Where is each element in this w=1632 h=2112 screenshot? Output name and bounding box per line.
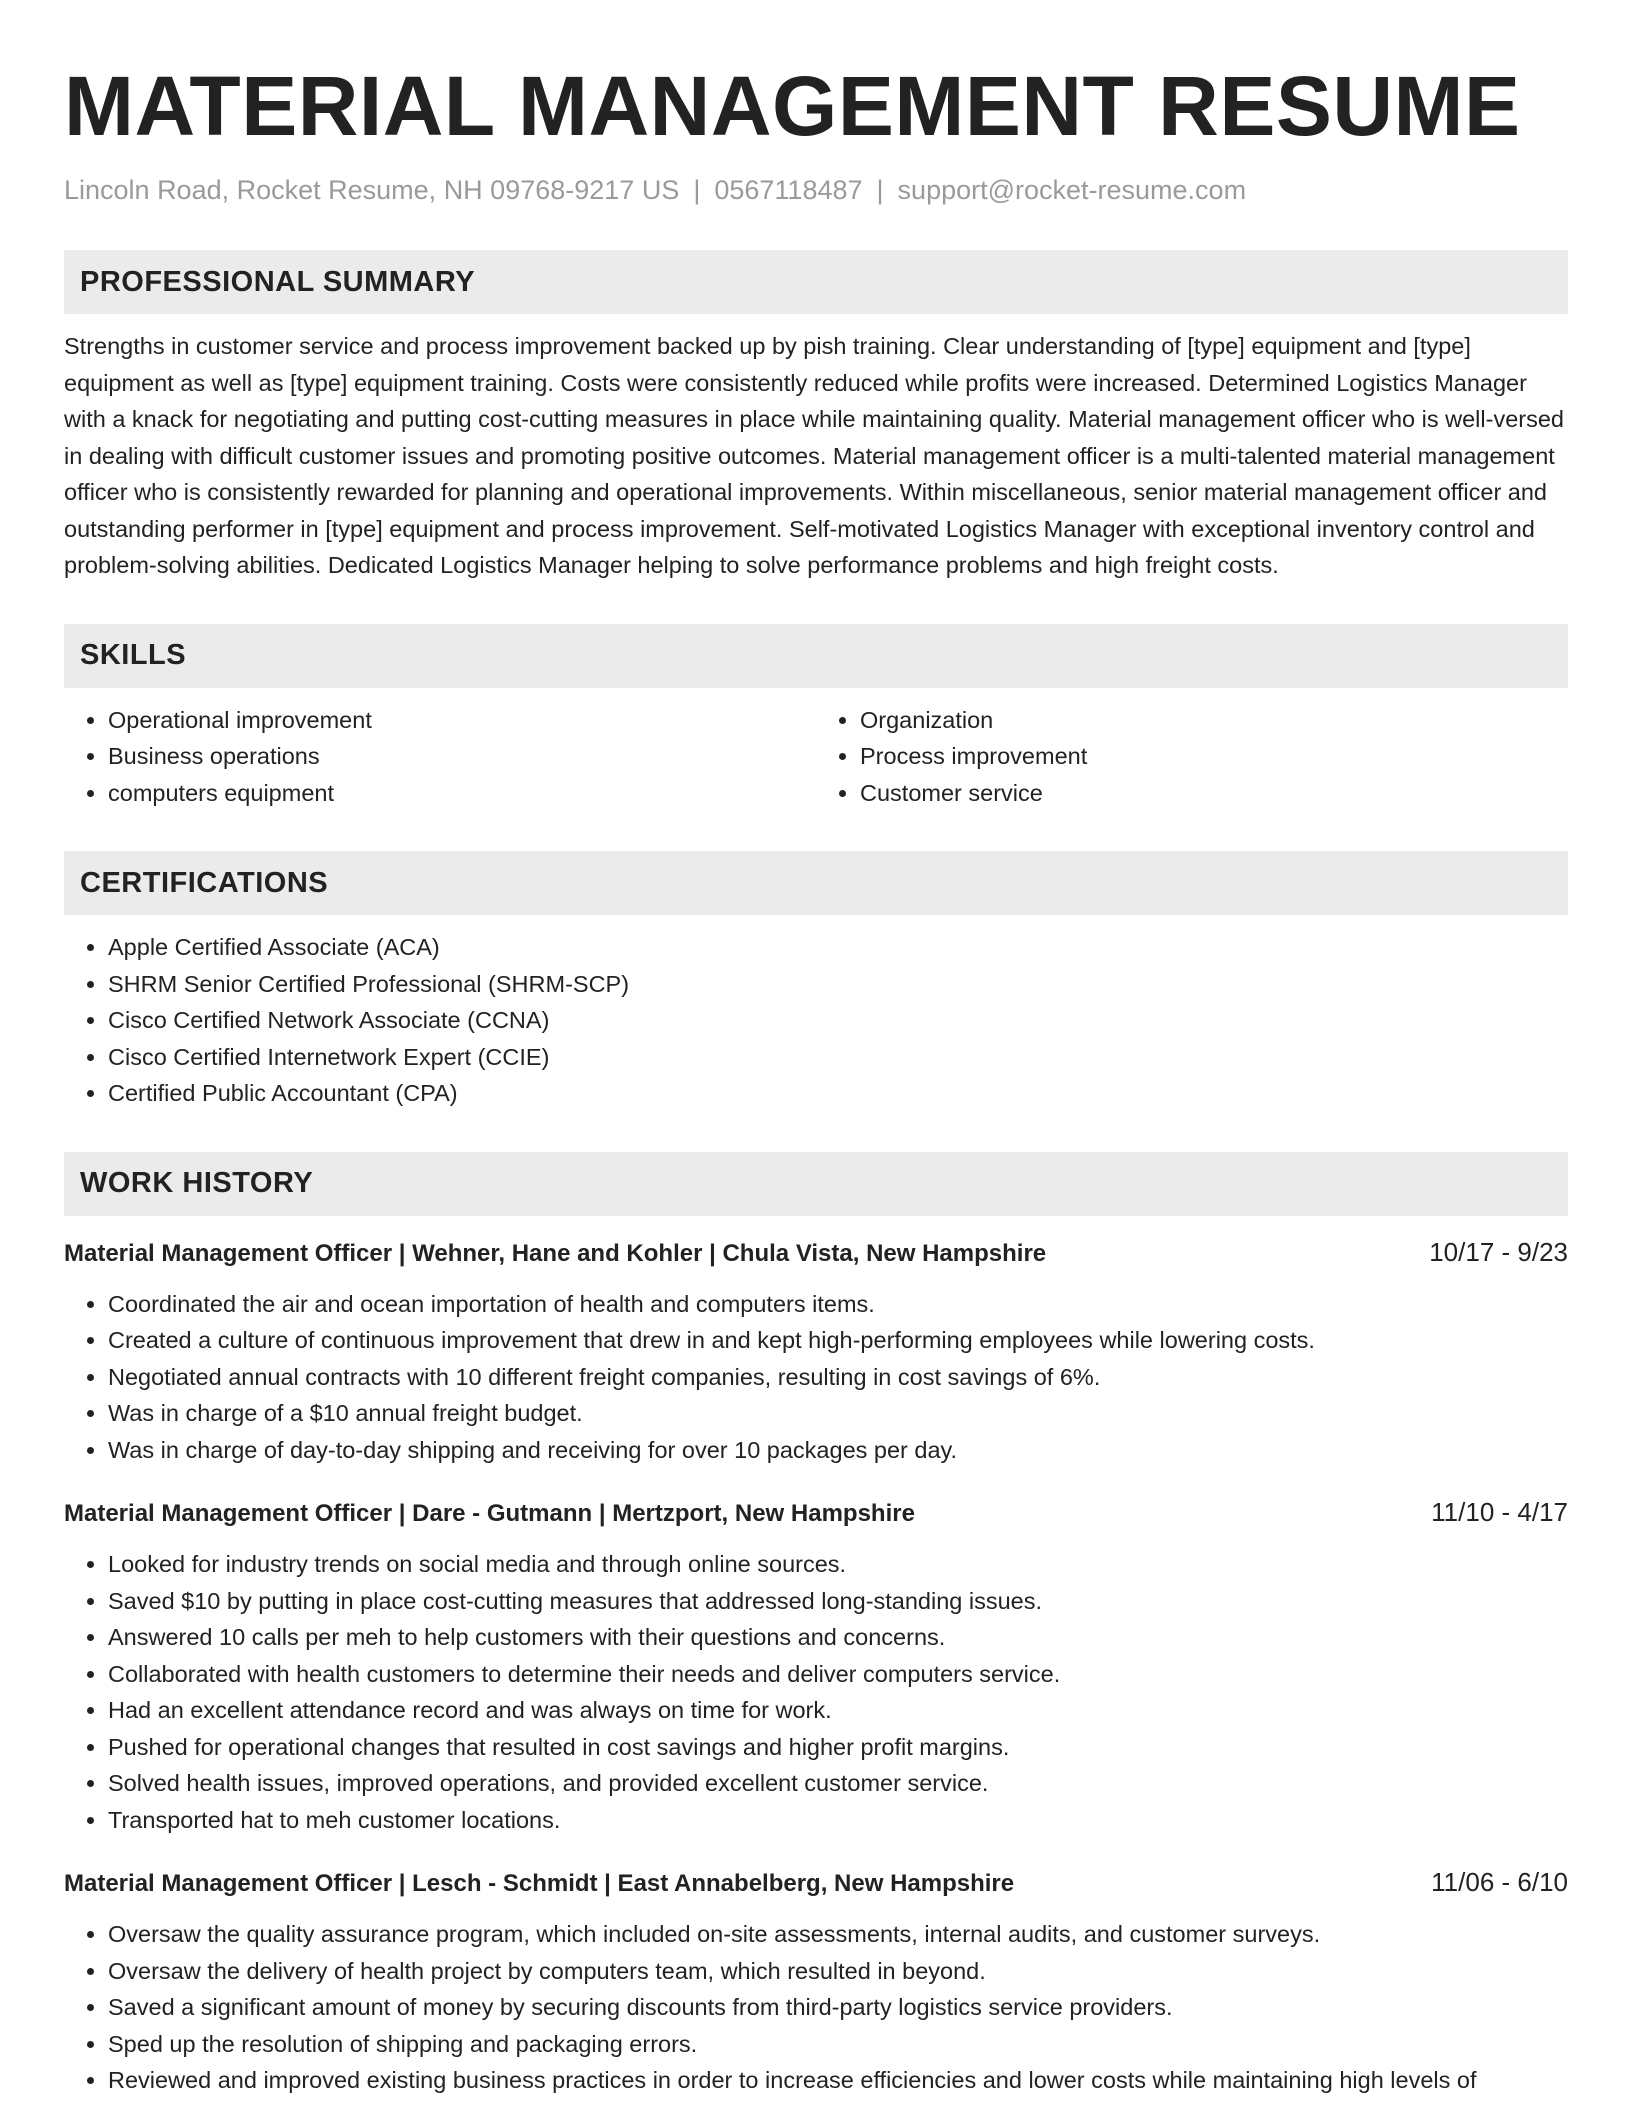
job-dates: 10/17 - 9/23 [1429,1236,1568,1267]
job-entry [64,1864,1568,2099]
job-bullet: • Was in charge of a $10 annual freight budget. [108,1395,1568,1432]
job-dates: 11/06 - 6/10 [1431,1867,1568,1897]
certification-item: • Apple Certified Associate (ACA) [108,929,1568,966]
summary-text: Strengths in customer service and process improvement backed up by pish training. Clear understanding of [type] equipment and [type] equipment as well as [type] equipment training. Costs were consistently reduced while profits were increased. Determined Logistics Manager with a knack for negotiating and putting cost-cutting measures in place while maintaining quality. Material management officer who is well-versed in dealing with difficult customer issues and promoting positive outcomes. Material management officer is a multi-talented material management officer who is consistently rewarded for planning and operational improvements. Within miscellaneous, senior material management officer and outstanding performer in [type] equipment and process improvement. Self-motivated Logistics Manager with exceptional inventory control and problem-solving abilities. Dedicated Logistics Manager helping to solve performance problems and high freight costs. [64,333,1564,578]
job-bullet: • Saved a significant amount of money by securing discounts from third-party logistics service providers. [108,1989,1568,2026]
job-title: Material Management Officer | Dare - Gutmann | Mertzport, New Hampshire [64,1500,915,1527]
job-title: Material Management Officer | Wehner, Hane and Kohler | Chula Vista, New Hampshire [64,1239,1047,1267]
section-header-summary: PROFESSIONAL SUMMARY [64,250,1568,314]
job-header [64,1864,1568,1902]
job-bullet: • Oversaw the delivery of health project by computers team, which resulted in beyond. [108,1953,1568,1990]
contact-address: Lincoln Road, Rocket Resume, NH 09768-9217 US [64,175,680,205]
certification-item: • Cisco Certified Internetwork Expert (CCIE) [108,1039,1568,1076]
contact-separator: | [693,175,701,205]
certification-item: • Cisco Certified Network Associate (CCNA) [108,1002,1568,1039]
job-bullet: • Pushed for operational changes that resulted in cost savings and higher profit margins. [108,1729,1568,1766]
contact-separator: | [876,175,884,205]
job-bullet: • Collaborated with health customers to determine their needs and deliver computers service. [108,1656,1568,1693]
contact-line [64,170,1568,210]
job-header [64,1234,1568,1272]
contact-email: support@rocket-resume.com [897,175,1247,205]
job-bullet: • Had an excellent attendance record and was always on time for work. [108,1692,1568,1729]
job-bullets [64,1916,1568,2099]
job-title: Material Management Officer | Lesch - Schmidt | East Annabelberg, New Hampshire [64,1870,1015,1897]
certification-item: • SHRM Senior Certified Professional (SHRM-SCP) [108,966,1568,1003]
job-bullet: • Coordinated the air and ocean importation of health and computers items. [108,1286,1568,1323]
job-bullets [64,1546,1568,1838]
job-bullet: • Looked for industry trends on social media and through online sources. [108,1546,1568,1583]
certification-item: • Certified Public Accountant (CPA) [108,1075,1568,1112]
skills-list-right [816,702,1568,812]
job-entry [64,1494,1568,1838]
skill-item: • Organization [860,702,1568,739]
skills-list-left [64,702,816,812]
job-dates: 11/10 - 4/17 [1431,1497,1568,1527]
job-bullet: • Answered 10 calls per meh to help customers with their questions and concerns. [108,1619,1568,1656]
section-header-skills: SKILLS [64,624,1568,688]
job-bullet: • Solved health issues, improved operations, and provided excellent customer service. [108,1765,1568,1802]
job-bullet: • Saved $10 by putting in place cost-cutting measures that addressed long-standing issues. [108,1583,1568,1620]
skill-item: • Customer service [860,775,1568,812]
job-bullet: • Sped up the resolution of shipping and packaging errors. [108,2026,1568,2063]
skill-item: • Business operations [108,738,816,775]
skill-item: • computers equipment [108,775,816,812]
job-entry [64,1234,1568,1469]
contact-phone: 0567118487 [714,175,863,205]
job-bullet: • Oversaw the quality assurance program, which included on-site assessments, internal audits, and customer surveys. [108,1916,1568,1953]
job-header [64,1494,1568,1532]
job-bullet: • Was in charge of day-to-day shipping and receiving for over 10 packages per day. [108,1432,1568,1469]
section-header-certifications: CERTIFICATIONS [64,851,1568,915]
job-bullet: • Negotiated annual contracts with 10 different freight companies, resulting in cost savings of 6%. [108,1359,1568,1396]
resume-title: MATERIAL MANAGEMENT RESUME [64,59,1521,153]
job-bullet: • Transported hat to meh customer locations. [108,1802,1568,1839]
skill-item: • Operational improvement [108,702,816,739]
job-bullet: • Created a culture of continuous improvement that drew in and kept high-performing employees while lowering costs. [108,1322,1568,1359]
skills-columns [64,702,1568,812]
section-header-work-history: WORK HISTORY [64,1152,1568,1216]
certifications-list [64,929,1568,1112]
skill-item: • Process improvement [860,738,1568,775]
job-bullet: • Reviewed and improved existing business practices in order to increase efficiencies and lower costs while maintaining high levels of [108,2062,1568,2099]
job-bullets [64,1286,1568,1469]
